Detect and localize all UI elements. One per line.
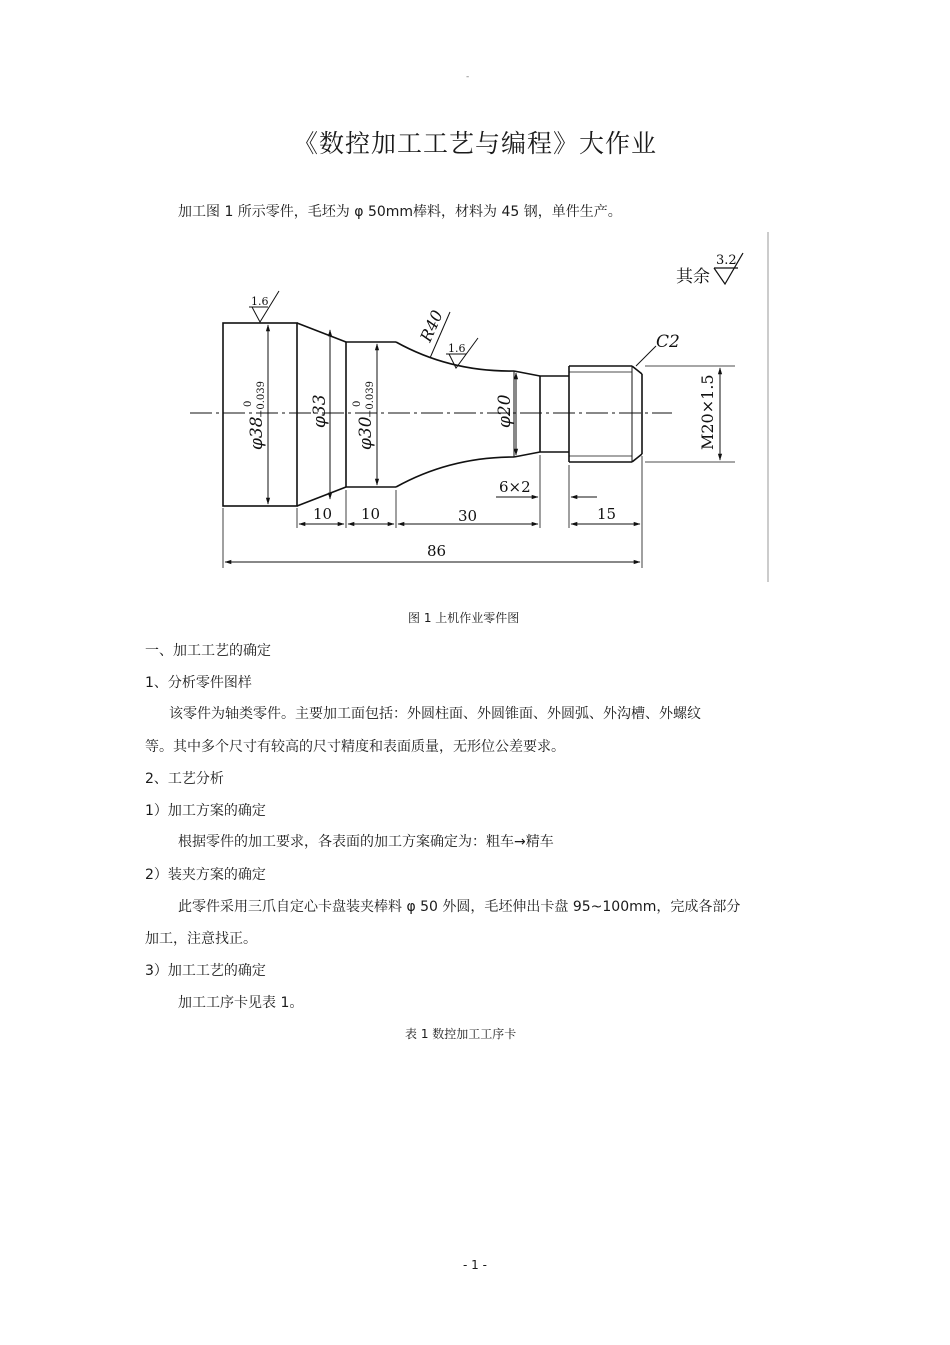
table-caption: 表 1 数控加工工序卡 bbox=[405, 1027, 517, 1041]
label-phi30: φ30 bbox=[356, 416, 376, 450]
subsection-heading-2-1: 1）加工方案的确定 bbox=[145, 803, 266, 819]
label-groove: 6×2 bbox=[499, 478, 531, 496]
tol-38-upper: 0 bbox=[243, 400, 254, 407]
roughness-value-2: 1.6 bbox=[448, 342, 466, 355]
paragraph-2-2-line-2: 加工，注意找正。 bbox=[145, 931, 257, 947]
label-len-15: 15 bbox=[597, 505, 617, 523]
paragraph-2-1: 根据零件的加工要求，各表面的加工方案确定为：粗车→精车 bbox=[178, 834, 554, 850]
label-len-30: 30 bbox=[458, 507, 478, 525]
label-chamfer: C2 bbox=[656, 332, 680, 352]
paragraph-2-2-line-1: 此零件采用三爪自定心卡盘装夹棒料 φ 50 外圆，毛坯伸出卡盘 95~100mm，完成各部分 bbox=[178, 899, 741, 915]
part-drawing bbox=[0, 0, 950, 600]
label-phi38: φ38 bbox=[247, 416, 267, 450]
header-mark: - bbox=[466, 72, 470, 82]
roughness-value-other: 3.2 bbox=[716, 253, 737, 268]
label-len-10a: 10 bbox=[313, 505, 333, 523]
page-number: - 1 - bbox=[463, 1258, 487, 1272]
paragraph-1-1-line-1: 该零件为轴类零件。主要加工面包括：外圆柱面、外圆锥面、外圆弧、外沟槽、外螺纹 bbox=[169, 706, 701, 722]
section-heading-1: 一、加工工艺的确定 bbox=[145, 643, 271, 659]
label-radius: R40 bbox=[416, 307, 447, 345]
label-phi33: φ33 bbox=[310, 394, 330, 428]
tol-38-lower: −0.039 bbox=[256, 380, 267, 418]
subsection-heading-2: 2、工艺分析 bbox=[145, 771, 224, 787]
tol-30-upper: 0 bbox=[352, 400, 363, 407]
paragraph-1-1-line-2: 等。其中多个尺寸有较高的尺寸精度和表面质量，无形位公差要求。 bbox=[145, 739, 565, 755]
subsection-heading-2-3: 3）加工工艺的确定 bbox=[145, 963, 266, 979]
subsection-heading-1-1: 1、分析零件图样 bbox=[145, 675, 252, 691]
roughness-value-1: 1.6 bbox=[251, 295, 269, 308]
label-thread: M20×1.5 bbox=[698, 374, 717, 450]
label-other: 其余 bbox=[676, 267, 710, 287]
document-title: 《数控加工工艺与编程》大作业 bbox=[292, 129, 657, 158]
label-len-10b: 10 bbox=[361, 505, 381, 523]
subsection-heading-2-2: 2）装夹方案的确定 bbox=[145, 867, 266, 883]
tol-30-lower: −0.039 bbox=[365, 380, 376, 418]
figure-caption: 图 1 上机作业零件图 bbox=[408, 611, 520, 625]
label-phi20: φ20 bbox=[495, 394, 515, 428]
paragraph-2-3: 加工工序卡见表 1。 bbox=[178, 995, 304, 1011]
label-len-86: 86 bbox=[427, 542, 447, 560]
part-outline bbox=[223, 323, 642, 506]
intro-paragraph: 加工图 1 所示零件，毛坯为 φ 50mm棒料，材料为 45 钢，单件生产。 bbox=[178, 204, 622, 220]
